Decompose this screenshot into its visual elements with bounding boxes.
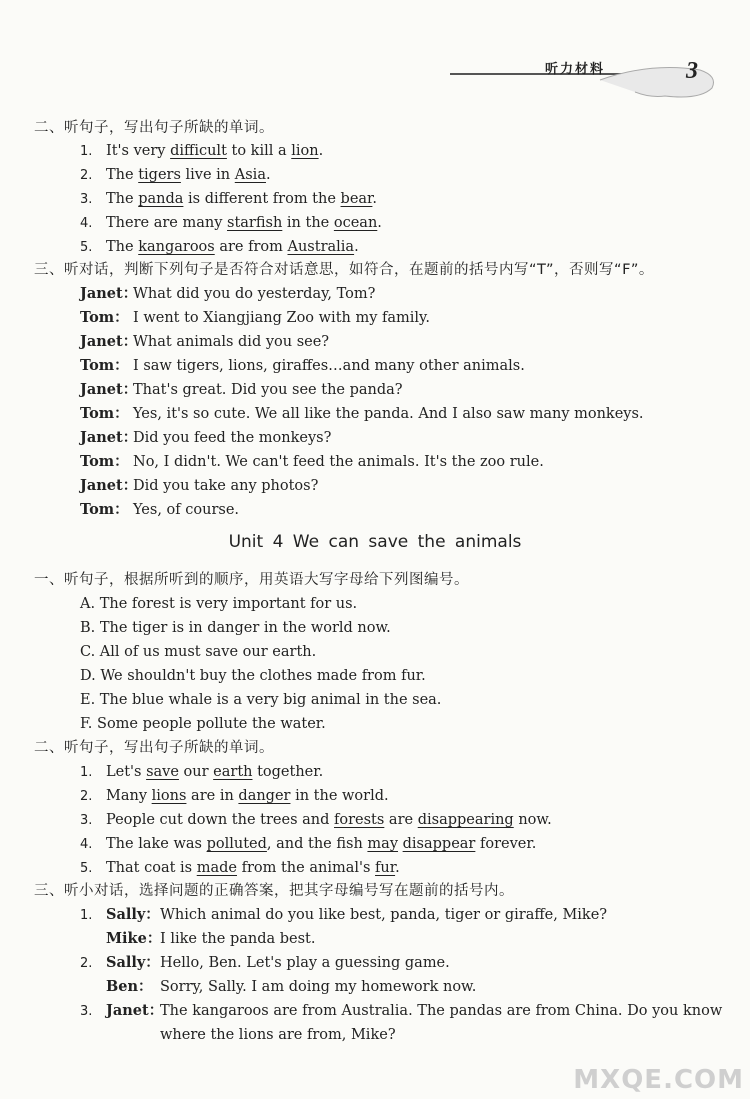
answer-word: disappear — [402, 836, 476, 852]
list-item — [80, 666, 426, 686]
line-text: D. We shouldn't buy the clothes made from fur. — [80, 668, 426, 684]
text-segment: are — [384, 812, 418, 828]
text-segment: Many — [106, 788, 152, 804]
line-text: Yes, it's so cute. We all like the panda. And I also saw many monkeys. — [133, 406, 644, 422]
section-heading: 三、听小对话，选择问题的正确答案，把其字母编号写在题前的括号内。 — [34, 883, 514, 899]
list-item — [80, 189, 377, 210]
speaker-name: Sally： — [106, 954, 160, 971]
list-item — [80, 594, 357, 614]
list-item — [80, 356, 525, 376]
speaker-name: Janet： — [80, 429, 138, 446]
line-text: That's great. Did you see the panda? — [133, 382, 403, 398]
section-heading: 一、听句子，根据所听到的顺序，用英语大写字母给下列图编号。 — [34, 572, 469, 588]
speaker-name: Janet： — [106, 1002, 164, 1019]
text-segment: now. — [513, 812, 552, 828]
list-item — [80, 762, 323, 783]
line-text: B. The tiger is in danger in the world now. — [80, 620, 391, 636]
answer-word: fur — [375, 860, 396, 876]
item-number: 3. — [80, 1004, 93, 1019]
line-text: Hello, Ben. Let's play a guessing game. — [160, 955, 450, 971]
list-item — [80, 953, 450, 974]
line-text: The kangaroos are from Australia. The pandas are from China. Do you know — [160, 1003, 723, 1019]
line-text: C. All of us must save our earth. — [80, 644, 317, 660]
answer-word: ocean — [333, 215, 378, 231]
speaker-name: Janet： — [80, 381, 138, 398]
answer-word: panda — [138, 191, 184, 207]
text-segment: our — [178, 764, 214, 780]
text-segment: from the animal's — [236, 860, 376, 876]
text-segment: together. — [252, 764, 324, 780]
list-item — [80, 786, 389, 807]
section-heading: 二、听句子，写出句子所缺的单词。 — [34, 740, 274, 756]
text-segment: . — [318, 143, 324, 159]
text-segment: People cut down the trees and — [106, 812, 334, 828]
list-item — [80, 810, 552, 831]
list-item — [80, 165, 271, 186]
list-item — [80, 977, 476, 997]
answer-word: bear — [340, 191, 373, 207]
speaker-name: Tom： — [80, 501, 129, 518]
answer-word: save — [146, 764, 179, 780]
line-text: I went to Xiangjiang Zoo with my family. — [133, 310, 430, 326]
line-text: Yes, of course. — [133, 502, 240, 518]
text-segment: to kill a — [226, 143, 292, 159]
list-item — [80, 690, 441, 710]
list-item — [80, 929, 316, 949]
text-segment: Let's — [106, 764, 147, 780]
line-text: Did you feed the monkeys? — [133, 430, 332, 446]
answer-word: danger — [238, 788, 291, 804]
list-item — [80, 500, 239, 520]
line-text: No, I didn't. We can't feed the animals. It's the zoo rule. — [133, 454, 544, 470]
item-number: 3. — [80, 813, 93, 828]
answer-word: starfish — [227, 215, 283, 231]
line-text: Did you take any photos? — [133, 478, 319, 494]
text-segment: in the — [282, 215, 334, 231]
item-number: 1. — [80, 144, 93, 159]
speaker-name: Tom： — [80, 309, 129, 326]
text-segment: . — [372, 191, 378, 207]
text-segment: , and the fish — [266, 836, 368, 852]
item-number: 4. — [80, 837, 93, 852]
speaker-name: Ben： — [106, 978, 153, 995]
text-segment: The — [106, 239, 139, 255]
text-segment: . — [377, 215, 382, 231]
list-item — [80, 714, 326, 734]
line-text: Sorry, Sally. I am doing my homework now. — [160, 979, 477, 995]
item-number: 5. — [80, 861, 93, 876]
line-text: What did you do yesterday, Tom? — [133, 286, 376, 302]
item-number: 3. — [80, 192, 93, 207]
text-segment: The — [106, 191, 139, 207]
page-number: 3 — [686, 58, 698, 84]
speaker-name: Janet： — [80, 285, 138, 302]
answer-word: difficult — [170, 143, 227, 159]
line-text: I saw tigers, lions, giraffes…and many other animals. — [133, 358, 525, 374]
answer-word: forests — [334, 812, 385, 828]
text-segment: is different from the — [183, 191, 341, 207]
item-number: 2. — [80, 956, 93, 971]
list-item — [80, 404, 644, 424]
speaker-name: Tom： — [80, 453, 129, 470]
text-segment: There are many — [106, 215, 228, 231]
list-item — [80, 642, 316, 662]
answer-word: made — [196, 860, 237, 876]
text-segment: . — [395, 860, 400, 876]
list-item — [80, 476, 318, 496]
text-segment: live in — [180, 167, 235, 183]
section-heading: 三、听对话，判断下列句子是否符合对话意思，如符合，在题前的括号内写“T”，否则写“F”。 — [34, 262, 654, 278]
speaker-name: Tom： — [80, 405, 129, 422]
item-number: 4. — [80, 216, 93, 231]
text-segment: . — [265, 167, 271, 183]
list-item — [80, 452, 544, 472]
speaker-name: Janet： — [80, 333, 138, 350]
line-text: where the lions are from, Mike? — [160, 1027, 396, 1043]
line-text: I like the panda best. — [160, 931, 316, 947]
line-text: E. The blue whale is a very big animal in the sea. — [80, 692, 442, 708]
list-item — [80, 618, 391, 638]
list-item — [80, 428, 331, 448]
text-segment: It's very — [106, 143, 171, 159]
answer-word: Asia — [234, 167, 266, 183]
answer-word: may — [367, 836, 399, 852]
answer-word: tigers — [138, 167, 181, 183]
item-number: 2. — [80, 789, 93, 804]
unit-title: Unit 4 We can save the animals — [228, 532, 522, 552]
item-number: 1. — [80, 908, 93, 923]
text-segment: . — [354, 239, 359, 255]
text-segment: That coat is — [106, 860, 197, 876]
text-segment: The lake was — [106, 836, 207, 852]
list-item — [80, 141, 323, 162]
list-item — [80, 380, 403, 400]
answer-word: polluted — [206, 836, 267, 852]
list-item — [80, 858, 400, 879]
item-number: 5. — [80, 240, 93, 255]
line-text: What animals did you see? — [133, 334, 330, 350]
list-item — [80, 213, 382, 234]
text-segment: The — [106, 167, 139, 183]
text-segment: are from — [214, 239, 288, 255]
text-segment: in the world. — [290, 788, 389, 804]
speaker-name: Tom： — [80, 357, 129, 374]
answer-word: earth — [213, 764, 253, 780]
speaker-name: Mike： — [106, 930, 162, 947]
speaker-name: Sally： — [106, 906, 160, 923]
answer-word: disappearing — [417, 812, 514, 828]
answer-word: lion — [291, 143, 319, 159]
section-heading: 二、听句子，写出句子所缺的单词。 — [34, 120, 274, 136]
watermark: MXQE.COM — [573, 1065, 744, 1095]
line-text: F. Some people pollute the water. — [80, 716, 326, 732]
list-item — [80, 332, 329, 352]
list-item — [80, 284, 375, 304]
list-item — [80, 308, 430, 328]
answer-word: kangaroos — [138, 239, 215, 255]
list-item — [80, 1025, 396, 1045]
speaker-name: Janet： — [80, 477, 138, 494]
item-number: 2. — [80, 168, 93, 183]
list-item — [80, 905, 607, 926]
line-text: A. The forest is very important for us. — [80, 596, 358, 612]
text-segment: are in — [186, 788, 239, 804]
list-item — [80, 237, 359, 258]
line-text: Which animal do you like best, panda, tiger or giraffe, Mike? — [160, 907, 608, 923]
answer-word: Australia — [287, 239, 355, 255]
text-segment: forever. — [475, 836, 537, 852]
header-title: 听力材料 — [544, 62, 605, 77]
list-item — [80, 834, 536, 855]
list-item — [80, 1001, 722, 1022]
item-number: 1. — [80, 765, 93, 780]
answer-word: lions — [151, 788, 187, 804]
